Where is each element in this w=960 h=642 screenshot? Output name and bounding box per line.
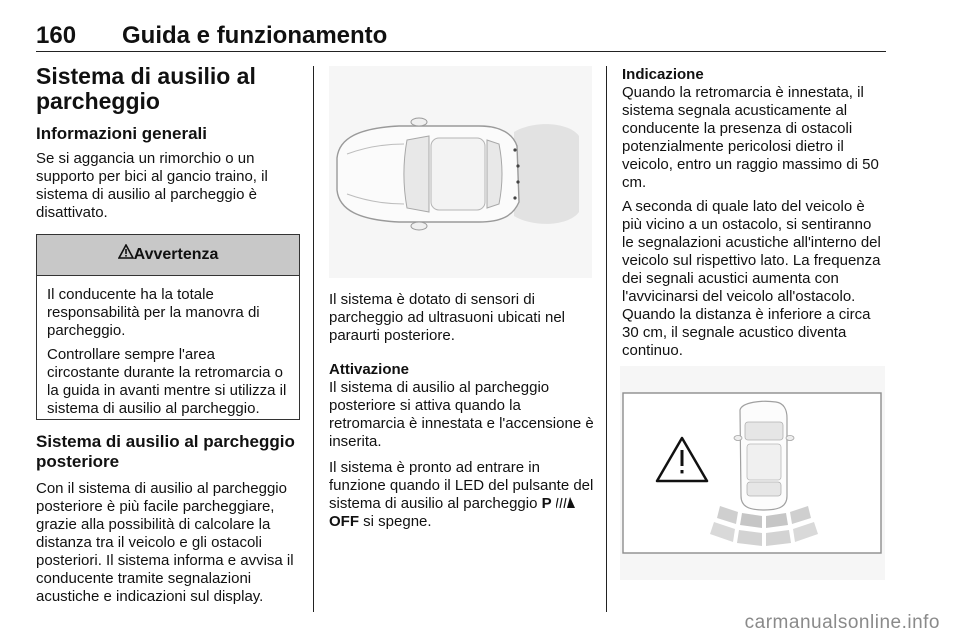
activation-paragraph: Il sistema di ausilio al parcheggio posteriore si attiva quando la retromarcia è innestata e l'accensione è inserita. — [329, 379, 594, 450]
display-illustration — [620, 366, 885, 580]
warning-paragraph-1: Il conducente ha la totale responsabilità per la manovra di parcheggio. — [47, 286, 260, 339]
column-3 — [622, 66, 886, 360]
rear-heading: Sistema di ausilio al parcheggio posteriore — [36, 432, 295, 471]
ready-text-before: Il sistema è pronto ad entrare in funzione quando il LED del pulsante del sistema di ausilio al parcheggio — [329, 459, 594, 512]
warning-triangle-icon — [118, 235, 134, 275]
header-rule — [36, 51, 886, 52]
warning-body — [37, 276, 299, 418]
page-number: 160 — [36, 22, 77, 49]
watermark: carmanualsonline.info — [744, 612, 940, 633]
warning-box — [36, 234, 300, 420]
warning-paragraph-2: Controllare sempre l'area circostante durante la retromarcia o la guida in avanti mentre si utilizza il sistema di ausilio al parcheggio. — [47, 346, 287, 417]
indication-heading: Indicazione — [622, 66, 704, 83]
activation-heading: Attivazione — [329, 361, 410, 378]
column-2 — [329, 291, 595, 531]
park-display-icon — [620, 366, 885, 580]
side-paragraph: A seconda di quale lato del veicolo è più vicino a un ostacolo, si sentiranno le segnalazioni acustiche all'interno del veicolo sul rispettivo lato. La frequenza dei segnali acustici aumenta con l'avvicinarsi del veicolo all'ostacolo. Quando la distanza è inferiore a circa 30 cm, il segnale acustico diventa continuo. — [622, 198, 881, 359]
car-sensor-illustration — [329, 66, 592, 278]
ready-text-after: si spegne. — [363, 513, 432, 530]
page-header — [36, 22, 886, 52]
indication-paragraph: Quando la retromarcia è innestata, il sistema segnala acusticamente al conducente la presenza di ostacoli potenzialmente pericolosi dietro il veicolo, entro un raggio massimo di 50 cm. — [622, 84, 879, 191]
display-car-icon — [734, 401, 794, 510]
rear-paragraph: Con il sistema di ausilio al parcheggio posteriore è più facile parcheggiare, grazie alla possibilità di calcolare la distanza tra il veicolo e gli ostacoli posteriori. Il sistema informa e avvisa il conducente tramite segnalazioni acustiche e indicazioni sul display. — [36, 480, 294, 605]
column-1 — [36, 64, 298, 222]
sensors-paragraph: Il sistema è dotato di sensori di parcheggio ad ultrasuoni ubicati nel paraurti posteriore. — [329, 291, 565, 344]
subsection-heading: Informazioni generali — [36, 124, 207, 143]
column-divider-2 — [606, 66, 607, 612]
column-1-lower — [36, 432, 298, 606]
section-title: Guida e funzionamento — [122, 22, 388, 49]
warning-title: Avvertenza — [133, 246, 219, 264]
column-divider-1 — [313, 66, 314, 612]
warning-header — [37, 235, 299, 276]
intro-paragraph: Se si aggancia un rimorchio o un supporto per bici al gancio traino, il sistema di ausilio al parcheggio è disattivato. — [36, 150, 268, 221]
section-heading: Sistema di ausilio al parcheggio — [36, 63, 256, 114]
parking-sensor-icon: P — [542, 495, 576, 512]
off-button-label: OFF — [329, 513, 359, 530]
car-top-view-icon — [329, 66, 592, 278]
ready-paragraph — [329, 459, 595, 531]
